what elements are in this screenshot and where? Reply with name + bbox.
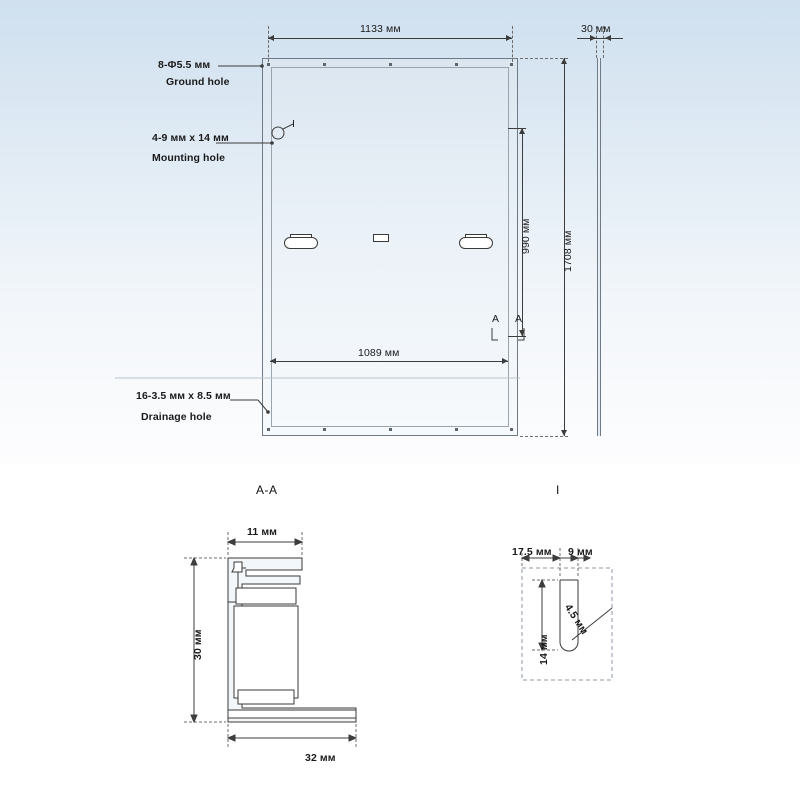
profile-chamber-bottom: [238, 690, 294, 704]
dim-arrow: [553, 555, 560, 561]
section-bracket-left: [492, 328, 498, 340]
dim-arrow: [191, 558, 197, 565]
detail-i-mark: I: [292, 118, 296, 130]
dim-arrow: [228, 539, 235, 545]
drainage-hole-point: [266, 410, 270, 414]
drainage-hole-leader-2: [258, 400, 268, 412]
dim-label-profile-base-width: 32 мм: [305, 752, 336, 764]
section-title-i: I: [556, 483, 560, 497]
section-mark-a-left: A: [492, 313, 500, 325]
dim-label-detail-radius: 4.5 мм: [561, 602, 591, 637]
dim-label-profile-top-width: 11 мм: [247, 526, 278, 538]
dim-label-height-total: 1708 мм: [562, 230, 574, 272]
dim-label-thickness: 30 мм: [581, 23, 611, 35]
detail-i-drawing: [480, 540, 740, 740]
dim-label-profile-height: 30 мм: [192, 629, 204, 660]
section-bracket-right: [518, 328, 524, 340]
callout-ground-hole-line1: 8-Ф5.5 мм: [158, 59, 211, 71]
dim-arrow: [539, 580, 545, 587]
dim-label-detail-offset: 17.5 мм: [512, 546, 552, 558]
dim-label-detail-width: 9 мм: [568, 546, 593, 558]
callout-ground-hole-line2: Ground hole: [166, 76, 230, 88]
callout-drainage-hole-line1: 16-3.5 мм x 8.5 мм: [136, 390, 231, 402]
dim-arrow: [295, 539, 302, 545]
mounting-hole-point: [270, 141, 274, 145]
callout-mounting-hole-line2: Mounting hole: [152, 152, 226, 164]
dim-label-width-bottom: 1089 мм: [358, 347, 400, 359]
profile-base-flange: [228, 710, 356, 718]
dim-label-detail-slot-height: 14 мм: [538, 634, 550, 665]
ground-hole-point: [260, 64, 264, 68]
callout-drainage-hole-line2: Drainage hole: [141, 411, 212, 423]
dim-label-height-mount: 990 мм: [520, 218, 532, 254]
dim-arrow: [191, 715, 197, 722]
dim-arrow: [228, 735, 235, 741]
section-mark-a-right: A: [515, 313, 523, 325]
dim-label-width-top: 1133 мм: [360, 23, 401, 35]
dim-arrow: [349, 735, 356, 741]
detail-i-circle: [272, 127, 284, 139]
profile-chamber-main: [234, 606, 298, 698]
section-title-aa: A-A: [256, 483, 278, 497]
callout-mounting-hole-line1: 4-9 мм x 14 мм: [152, 132, 229, 144]
profile-chamber-top: [236, 588, 296, 604]
profile-glass-groove: [232, 562, 242, 572]
